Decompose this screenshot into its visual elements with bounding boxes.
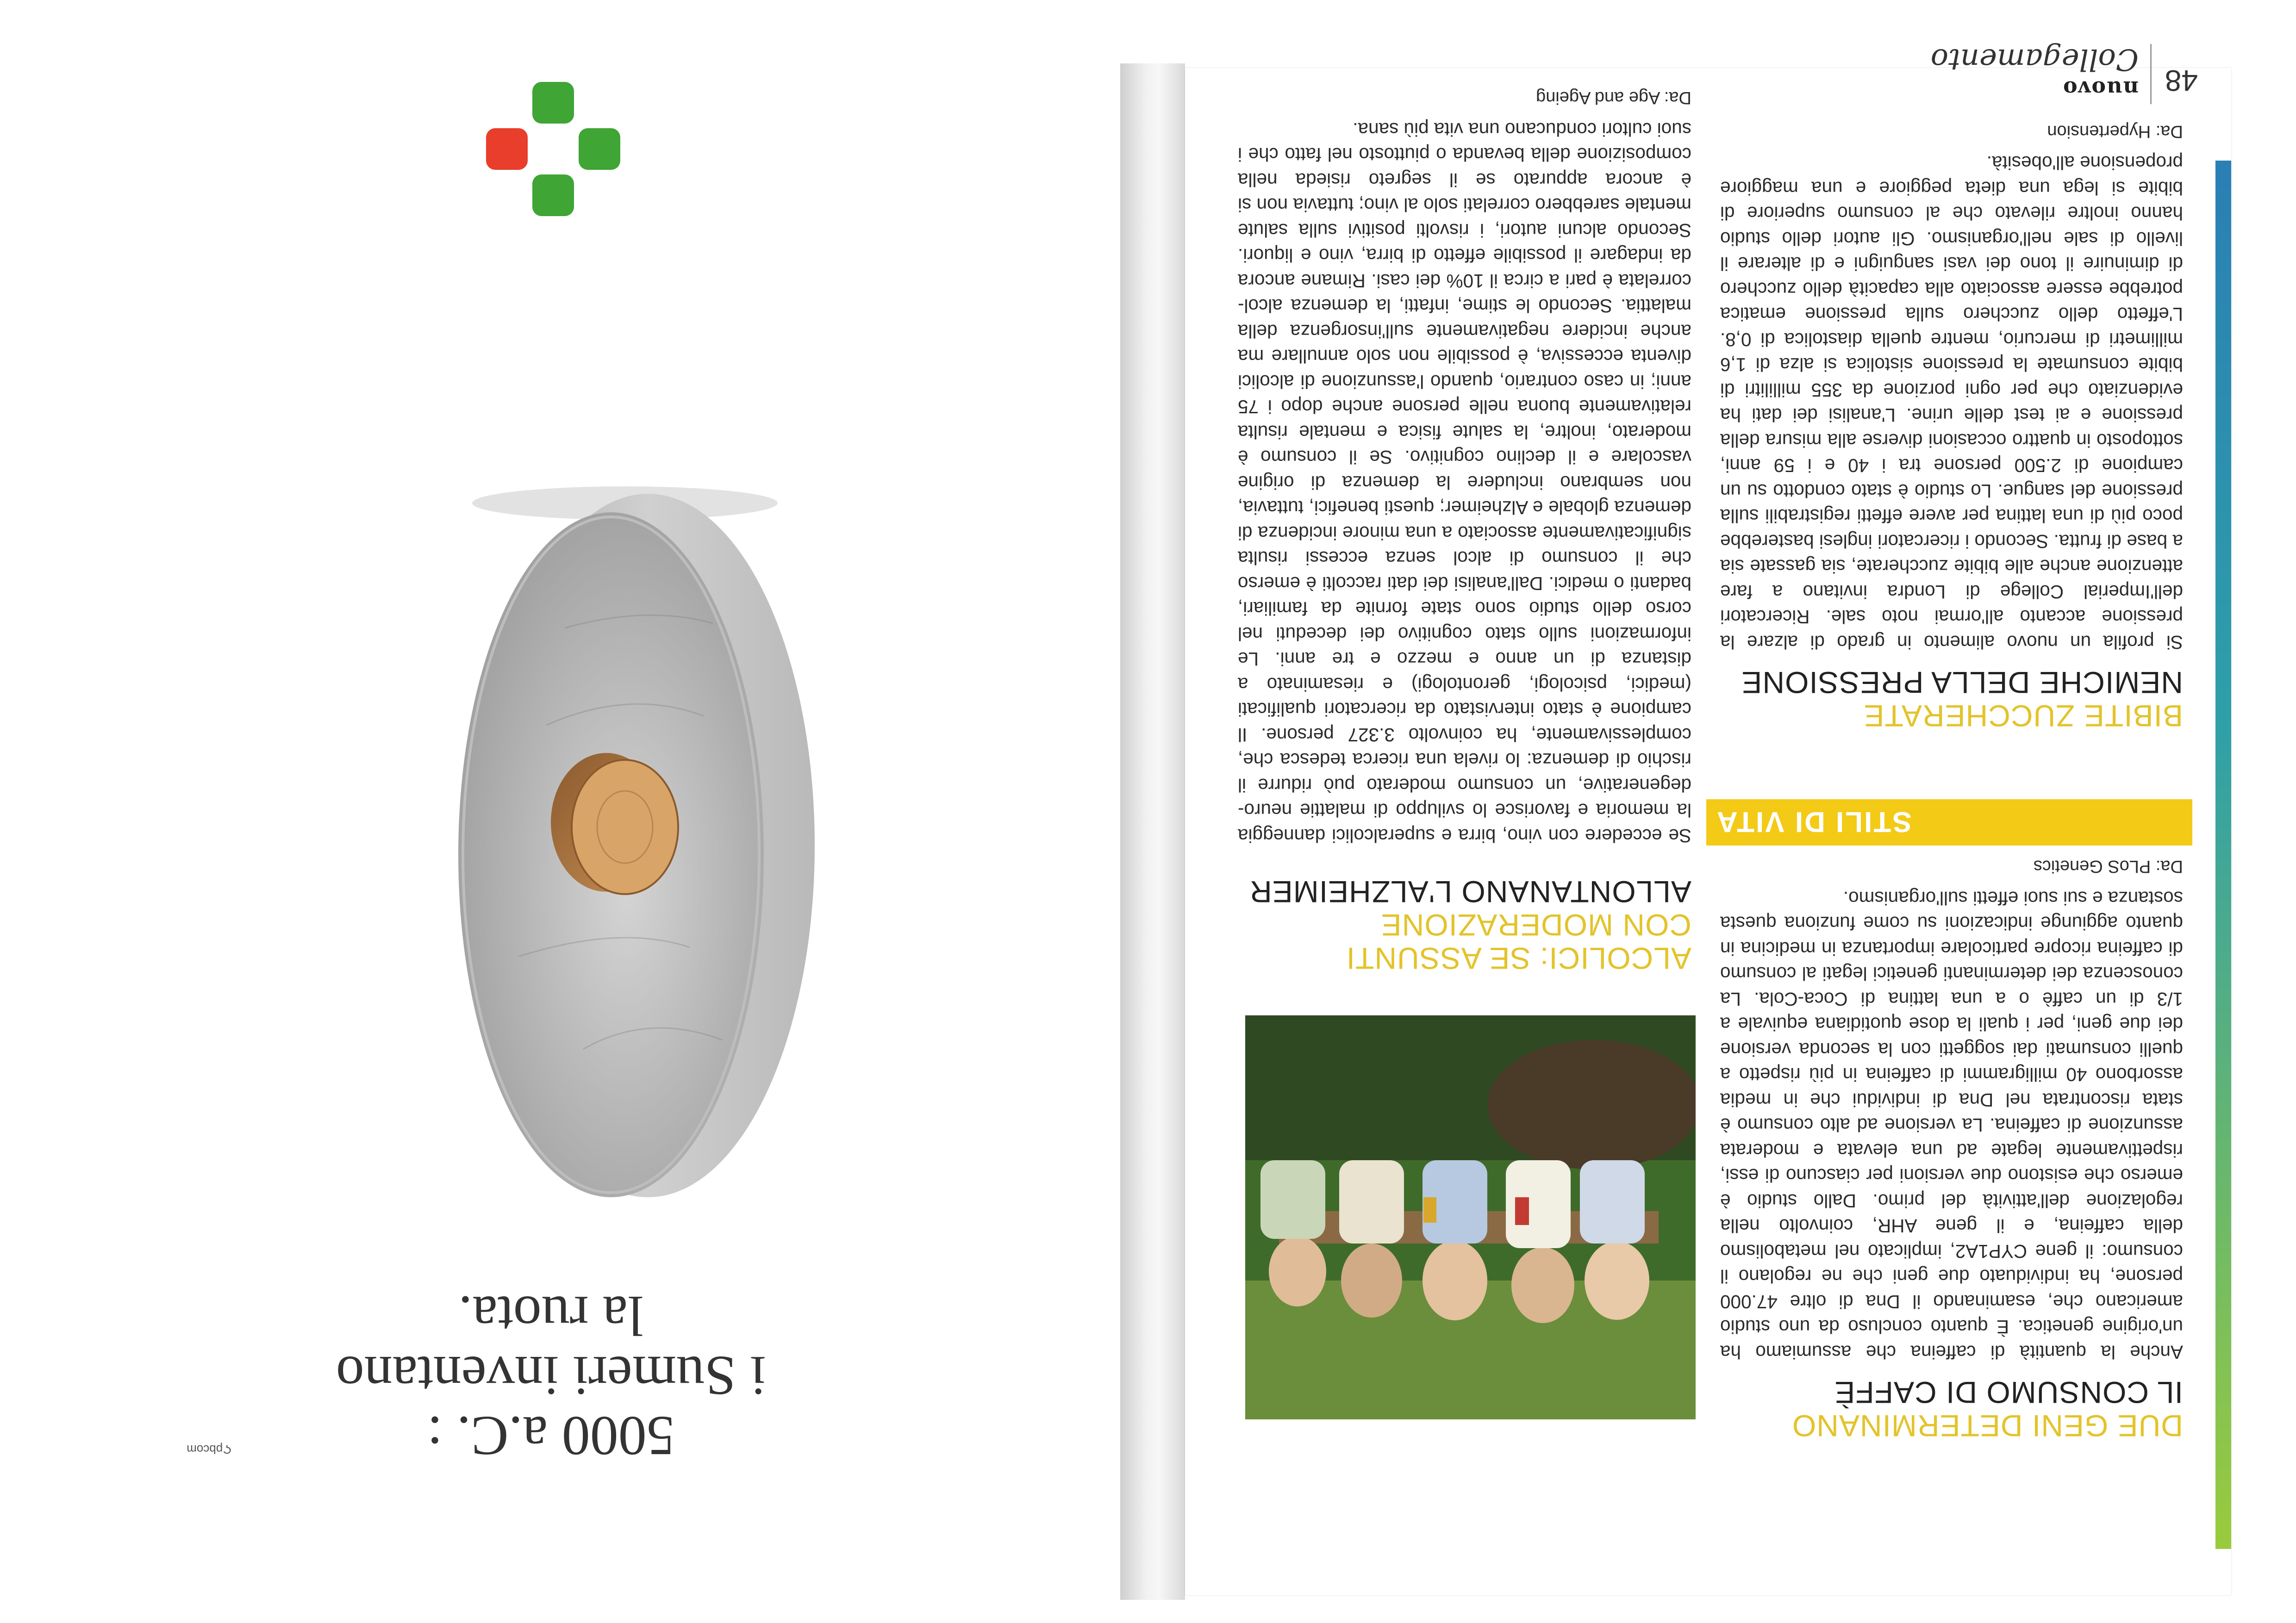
- photo-space: [1238, 975, 1691, 1438]
- advert-caption: [296, 1285, 805, 1466]
- advert-caption-line: 5000 a.C. :: [427, 1405, 675, 1467]
- magazine-logo: [1920, 42, 2139, 101]
- page-edge-color-bar: [2215, 161, 2231, 1549]
- article-title-line: DUE GENI DETERMINANO: [1791, 1409, 2183, 1443]
- page-number: 48: [2165, 64, 2198, 97]
- section-banner: [1706, 799, 2192, 846]
- article-body: Se eccedere con vino, birra e superalcolici danneggia la memoria e favorisce lo sviluppo di malattie neuro-degenerative, un consumo moderato può ridurre il rischio di demenza: lo rivela una ricerca tedesca che, complessivamente, ha coinvolto 3.327 persone. Il campione è stato intervistato da ricercatori qualificati (medici, psicologi, gerontologi) e riesaminato a distanza di un anno e mezzo e tre anni. Le informazioni sullo stato cognitivo dei deceduti nel corso dello studio sono state fornite da familiari, badanti o medici. Dall'analisi dei dati raccolti è emerso che il consumo di alcol senza eccessi risulta significativamente associato a una minore incidenza di demenza globale e Alzheimer; questi benefici, tuttavia, non sembrano includere la demenza di origine vascolare e il declino cognitivo. Se il consumo è moderato, inoltre, la salute fisica e mentale risulta relativamente buona nelle persone anche dopo i 75 anni; in caso contrario, quando l'assunzione di alcolici diventa eccessiva, è possibile non solo annullare ma anche incidere negativamente sull'insorgenza della malattia. Secondo le stime, infatti, la demenza alcol-correlata è pari a circa il 10% dei casi. Rimane ancora da indagare il possibile effetto di birra, vino e liquori. Secondo alcuni autori, i risvolti positivi sulla salute mentale sarebbero correlati solo al vino; tuttavia non si è ancora appurato se il segreto risieda nella composizione della bevanda o piuttosto nel fatto che i suoi cultori conducano una vita più sana.: [1238, 119, 1691, 846]
- article-title-line: IL CONSUMO DI CAFFÈ: [1834, 1375, 2183, 1410]
- advert-credit: Ϛpbcom: [187, 1443, 231, 1456]
- article-caffe: [1720, 854, 2183, 1443]
- logo-word-collegamento: Collegamento: [1930, 42, 2139, 76]
- article-body: Si profila un nuovo alimento in grado di alzare la pressione accanto all'ormai noto sale. Ricercatori dell'Imperial College di Londra invitano a fare attenzione anche alle bibite zuccherate, sia gassate sia a base di frutta. Secondo i ricercatori inglesi basterebbe poco più di una lattina per avere effetti registrabili sulla pressione del sangue. Lo studio è stato condotto su un campione di 2.500 persone tra i 40 e i 59 anni, sottoposto in quattro occasioni diverse alla misura della pressione e ai test delle urine. L'analisi dei dati ha evidenziato che per ogni porzione da 355 millilitri di bibite consumate la pressione sistolica si alza di 1,6 millimetri di mercurio, mentre quella diastolica di 0,8. L'effetto dello zucchero sulla pressione ematica potrebbe essere associato alla capacità dello zucchero di diminuire il tono dei vasi sanguigni e di alterare il livello di sale nell'organismo. Gli autori dello studio hanno inoltre rilevato che al consumo superiore di bibite si lega una dieta peggiore e una maggiore propensione all'obesità.: [1720, 152, 2183, 653]
- article-source: Da: Age and Ageing: [1536, 88, 1691, 108]
- article-column-left: [1720, 119, 2183, 1443]
- book-gutter: [1120, 63, 1185, 1600]
- article-alcolici: [1238, 85, 1691, 975]
- article-page: [1185, 42, 2231, 1595]
- article-body: Anche la quantità di caffeina che assumiamo ha un'origine genetica. È quanto concluso da uno studio americano che, esaminando il Dna di oltre 47.000 persone, ha individuato due geni che ne regolano il consumo: il gene CYP1A2, implicato nel metabolismo della caffeina, e il gene AHR, coinvolto nella regolazione dell'attività del primo. Dallo studio è emerso che esistono due versioni per ciascuno di essi, rispettivamente legate ad una elevata e moderata assunzione di caffeina. La versione ad alto consumo è stata riscontrata nel Dna di individui che in media assorbono 40 milligrammi di caffeina in più rispetto a quelli consumati dai soggetti con la seconda versione dei due geni, per i quali la dose quotidiana equivale a 1/3 di un caffè o a una lattina di Coca-Cola. La conoscenza dei determinanti genetici legati al consumo di caffeina ricopre particolare importanza in medicina in quanto aggiunge indicazioni su come funziona questa sostanza e sui suoi effetti sull'organismo.: [1720, 888, 2183, 1363]
- stone-wheel-image: [426, 485, 842, 1225]
- article-title-line: NEMICHE DELLA PRESSIONE: [1741, 665, 2183, 700]
- article-source: Da: Hypertension: [2047, 122, 2183, 141]
- advert-page: [19, 68, 1120, 1595]
- article-bibite: [1720, 119, 2183, 733]
- advert-caption-line: la ruota.: [458, 1284, 643, 1347]
- article-title-line: BIBITE ZUCCHERATE: [1863, 699, 2183, 733]
- logo-word-nuovo: nuovo: [2062, 76, 2139, 101]
- article-title-line: CON MODERAZIONE: [1380, 908, 1691, 942]
- green-cross-logo: [486, 82, 620, 216]
- article-title-line: ALCOLICI: SE ASSUNTI: [1346, 941, 1691, 976]
- advert-caption-line: i Sumeri inventano: [336, 1344, 766, 1407]
- article-column-right: [1238, 85, 1691, 1438]
- page-header: [1920, 42, 2198, 104]
- article-title-line: ALLONTANANO L'ALZHEIMER: [1249, 875, 1691, 909]
- section-label: STILI DI VITA: [1716, 806, 1912, 838]
- header-divider: [2150, 44, 2152, 104]
- article-source: Da: PLoS Genetics: [2033, 857, 2183, 877]
